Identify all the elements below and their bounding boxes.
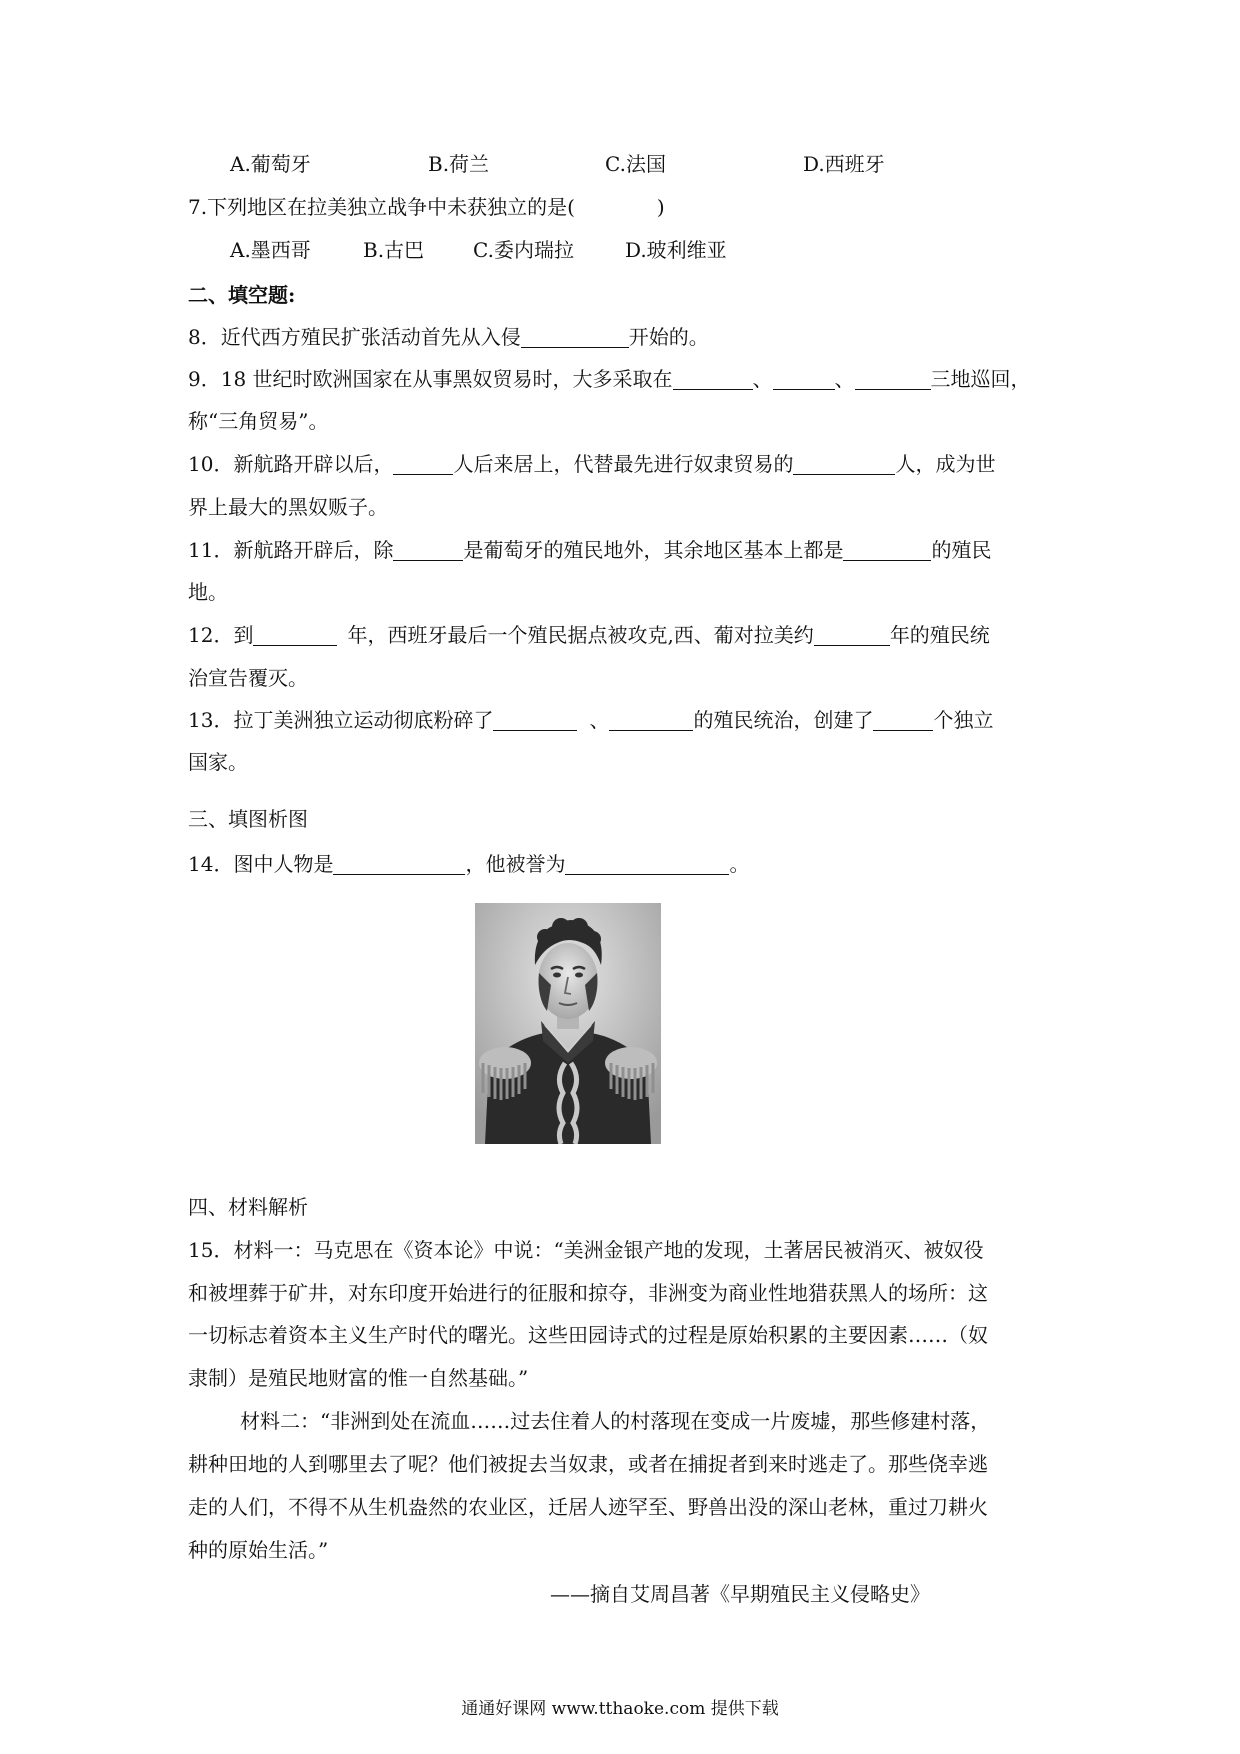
question-12 xyxy=(188,621,990,649)
answer-blank[interactable] xyxy=(393,538,463,561)
question-15-line-5: 材料二：“非洲到处在流血……过去住着人的村落现在变成一片废墟，那些修建村落， xyxy=(240,1409,991,1433)
question-13-text-c: 个独立 xyxy=(933,708,994,732)
separator: 、 xyxy=(752,367,773,391)
question-15-line-1: 15．材料一：马克思在《资本论》中说：“美洲金银产地的发现，土著居民被消灭、被奴役 xyxy=(188,1238,984,1262)
question-7-stem: 7.下列地区在拉美独立战争中未获独立的是( xyxy=(188,195,575,219)
answer-blank[interactable] xyxy=(855,367,931,390)
q6-option-a: A.葡萄牙 xyxy=(230,152,311,176)
answer-blank[interactable] xyxy=(253,623,337,646)
answer-blank[interactable] xyxy=(873,708,933,731)
q6-option-c: C.法国 xyxy=(605,152,666,176)
section-3-title: 三、填图析图 xyxy=(188,807,308,831)
question-8-text-a: 8．近代西方殖民扩张活动首先从入侵 xyxy=(188,325,521,349)
q7-option-d: D.玻利维亚 xyxy=(625,238,727,262)
question-12-cont: 治宣告覆灭。 xyxy=(188,666,308,690)
question-15-line-8: 种的原始生活。” xyxy=(188,1538,329,1562)
section-2-title: 二、填空题: xyxy=(188,283,296,307)
question-10-cont: 界上最大的黑奴贩子。 xyxy=(188,495,388,519)
answer-blank[interactable] xyxy=(565,852,729,875)
question-14-text-c: 。 xyxy=(729,852,750,876)
question-9-cont: 称“三角贸易”。 xyxy=(188,409,329,433)
answer-blank[interactable] xyxy=(333,852,465,875)
question-8 xyxy=(188,323,709,351)
question-12-text-b: 年，西班牙最后一个殖民据点被攻克,西、葡对拉美约 xyxy=(347,623,814,647)
question-13-text-b: 的殖民统治，创建了 xyxy=(693,708,874,732)
answer-paren-close: ) xyxy=(656,195,665,219)
question-7 xyxy=(188,193,665,221)
section-4-title: 四、材料解析 xyxy=(188,1195,308,1219)
question-8-text-b: 开始的。 xyxy=(628,325,709,349)
answer-blank[interactable] xyxy=(793,452,895,475)
question-15-line-2: 和被埋葬于矿井，对东印度开始进行的征服和掠夺，非洲变为商业性地猎获黑人的场所：这 xyxy=(188,1281,988,1305)
q6-option-b: B.荷兰 xyxy=(428,152,490,176)
separator: 、 xyxy=(834,367,855,391)
question-12-text-c: 年的殖民统 xyxy=(889,623,990,647)
question-15-line-6: 耕种田地的人到哪里去了呢？他们被捉去当奴隶，或者在捕捉者到来时逃走了。那些侥幸逃 xyxy=(188,1452,988,1476)
answer-blank[interactable] xyxy=(814,623,890,646)
question-11-cont: 地。 xyxy=(188,580,228,604)
question-9-text-b: 三地巡回， xyxy=(930,367,1031,391)
question-11 xyxy=(188,536,991,564)
question-15-line-7: 走的人们，不得不从生机盎然的农业区，迁居人迹罕至、野兽出没的深山老林，重过刀耕火 xyxy=(188,1495,988,1519)
answer-blank[interactable] xyxy=(673,367,753,390)
question-15-line-3: 一切标志着资本主义生产时代的曙光。这些田园诗式的过程是原始积累的主要因素……（奴 xyxy=(188,1323,988,1347)
answer-blank[interactable] xyxy=(773,367,835,390)
question-12-text-a: 12．到 xyxy=(188,623,254,647)
question-15-line-4: 隶制）是殖民地财富的惟一自然基础。” xyxy=(188,1366,529,1390)
answer-blank[interactable] xyxy=(493,708,577,731)
answer-blank[interactable] xyxy=(843,538,931,561)
source-citation: ——摘自艾周昌著《早期殖民主义侵略史》 xyxy=(550,1582,930,1606)
question-10 xyxy=(188,450,995,478)
answer-blank[interactable] xyxy=(521,325,629,348)
question-14-text-a: 14．图中人物是 xyxy=(188,852,334,876)
question-13 xyxy=(188,706,993,734)
question-11-text-a: 11．新航路开辟后，除 xyxy=(188,538,394,562)
question-9 xyxy=(188,365,1031,393)
question-10-text-c: 人，成为世 xyxy=(895,452,996,476)
separator: 、 xyxy=(589,708,610,732)
q7-option-b: B.古巴 xyxy=(363,238,425,262)
question-11-text-b: 是葡萄牙的殖民地外，其余地区基本上都是 xyxy=(463,538,844,562)
q7-option-a: A.墨西哥 xyxy=(230,238,311,262)
portrait-image xyxy=(475,903,661,1144)
question-13-cont: 国家。 xyxy=(188,750,248,774)
question-14 xyxy=(188,850,749,878)
question-11-text-c: 的殖民 xyxy=(931,538,992,562)
question-9-text-a: 9．18 世纪时欧洲国家在从事黑奴贸易时，大多采取在 xyxy=(188,367,673,391)
footer-text: 通通好课网 www.tthaoke.com 提供下载 xyxy=(461,1699,779,1719)
question-10-text-b: 人后来居上，代替最先进行奴隶贸易的 xyxy=(453,452,794,476)
answer-blank[interactable] xyxy=(393,452,453,475)
answer-blank[interactable] xyxy=(609,708,693,731)
q6-option-d: D.西班牙 xyxy=(803,152,885,176)
question-13-text-a: 13．拉丁美洲独立运动彻底粉碎了 xyxy=(188,708,494,732)
question-14-text-b: ，他被誉为 xyxy=(465,852,566,876)
q7-option-c: C.委内瑞拉 xyxy=(473,238,574,262)
question-10-text-a: 10．新航路开辟以后， xyxy=(188,452,394,476)
